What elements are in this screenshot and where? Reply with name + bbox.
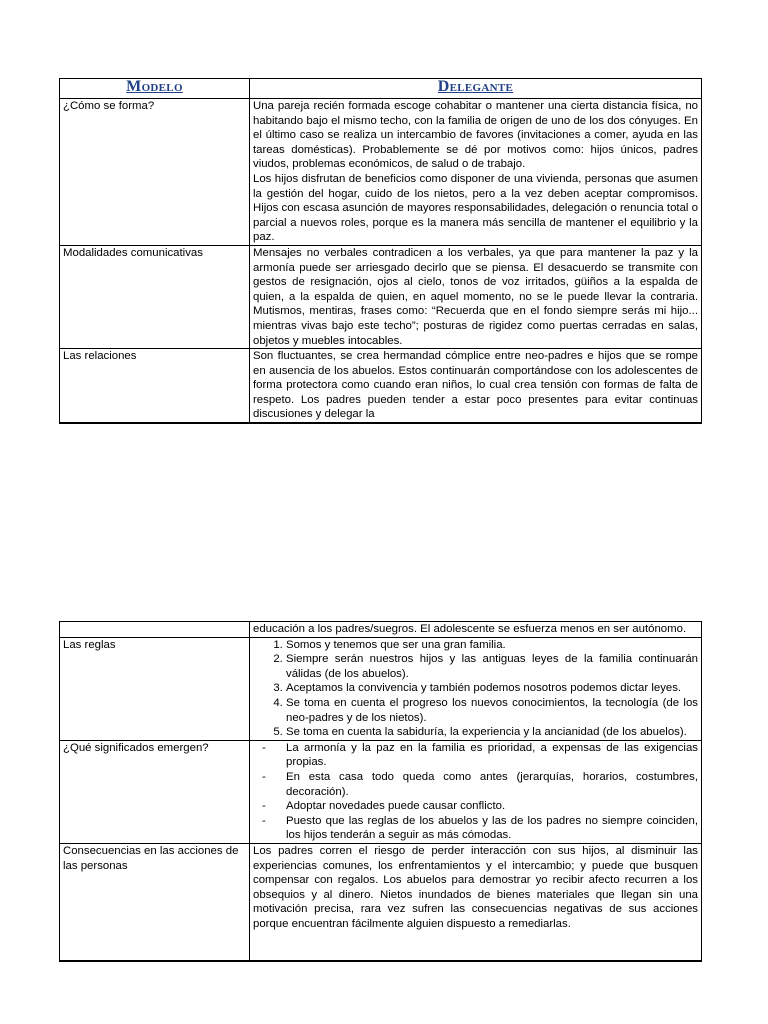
row-content [250,843,702,961]
list-item: 4. Se toma en cuenta el progreso los nuevos conocimientos, la tecnología (de los neo-padres y de los nietos). [286,696,698,725]
list-item [262,770,698,799]
row-paragraph: Los hijos disfrutan de beneficios como disponer de una vivienda, personas que asumen la gestión del hogar, cuido de los nietos, pero a la vez deben aceptar compromisos. Hijos con escasa asunción de mayores responsabilidades, delegación o renuncia total o parcial a nuevos roles, porque es la manera más sencilla de mantener el equilibrio y la paz. [253,172,698,244]
table-row-como-se-forma [60,99,702,246]
table-row-modalidades [60,245,702,348]
dash-bullet: - [262,800,266,813]
row-paragraph: Una pareja recién formada escoge cohabitar o mantener una cierta distancia física, no habitando bajo el mismo techo, con la familia de origen de uno de los dos cónyuges. En el último caso se realiza un intercambio de favores (invitaciones a comer, ayuda en las tareas domésticas). Probablemente se dé por motivos como: hijos únicos, padres viudos, problemas económicos, de salud o de trabajo. [253,100,698,171]
list-item: 5. Se toma en cuenta la sabiduría, la experiencia y la ancianidad (de los abuelos). [286,725,698,740]
table-row-significados [60,740,702,843]
table-row-reglas [60,637,702,740]
table-row-continuation [60,622,702,638]
list-item-text: Puesto que las reglas de los abuelos y las de los padres no siempre coinciden, los hijos tenderán a seguir as más cómodas. [286,814,698,842]
header-cell-model [60,79,250,99]
list-item: 2. Siempre serán nuestros hijos y las antiguas leyes de la familia continuarán válidas (de los abuelos). [286,652,698,681]
row-content [250,637,702,740]
table-row-relaciones [60,349,702,424]
header-model-title: Modelo [126,78,183,95]
row-content [250,245,702,348]
row-label: Las relaciones [60,349,250,424]
row-label: Consecuencias en las acciones de las personas [60,843,250,961]
dash-bullet: - [262,814,266,827]
header-cell-delegante [250,79,702,99]
row-clip [253,349,698,422]
header-delegante-title: Delegante [437,78,514,95]
row-label: ¿Cómo se forma? [60,99,250,246]
row-label [60,622,250,638]
list-item-text: En esta casa todo queda como antes (jerarquías, horarios, costumbres, decoración). [286,770,698,798]
row-label: Las reglas [60,637,250,740]
table-header-row [60,79,702,99]
row-content [250,349,702,424]
row-content: educación a los padres/suegros. El adolescente se esfuerza menos en ser autónomo. [250,622,702,638]
meanings-list [253,741,698,843]
dash-bullet: - [262,770,266,783]
list-item-text: Adoptar novedades puede causar conflicto. [286,800,506,813]
row-content [250,740,702,843]
list-item [262,814,698,843]
row-paragraph: Son fluctuantes, se crea hermandad cómplice entre neo-padres e hijos que se rompe en ausencia de los abuelos. Estos continuarán comportándose con los adolescentes de forma protectora como cuando eran niños, lo cual crea tensión con formas de falta de respeto. Los padres pueden tender a estar poco presentes para evitar continuas discusiones y delegar la [253,350,698,421]
row-text: Los padres corren el riesgo de perder interacción con sus hijos, al disminuir las experiencias comunes, los enfrentamientos y el intercambio; y puede que busquen compensar con regalos. Los abuelos para demostrar yo recibir afecto recurren a los obsequios y al dinero. Nietos inundados de bienes materiales que llegan sin una motivación precisa, rara vez sufren las consecuencias negativas de sus acciones porque encuentran fácilmente alguien dispuesto a remediarlas. [253,844,698,930]
rules-list [253,638,698,740]
model-table-part-1 [59,78,702,424]
list-item [262,741,698,770]
dash-bullet: - [262,741,266,754]
list-item [262,799,698,814]
table-row-consecuencias [60,843,702,961]
row-content [250,99,702,246]
list-item-text: La armonía y la paz en la familia es prioridad, a expensas de las exigencias propias. [286,741,698,769]
model-table-part-2 [59,621,702,962]
list-item: 1. Somos y tenemos que ser una gran familia. [286,638,698,653]
row-paragraph: Mensajes no verbales contradicen a los verbales, ya que para mantener la paz y la armonía puede ser arriesgado decirlo que se piensa. El desacuerdo se transmite con gestos de resignación, ojos al cielo, tonos de voz irritados, güiños a la espalda de quien, a la espalda de quien, en aquel momento, no se le puede llevar la contraria. Mutismos, mentiras, frases como: “Recuerda que en el fondo siempre serás mi hijo... mientras vivas bajo este techo”; posturas de rigidez como puertas cerradas en salas, objetos y muebles intocables. [253,246,698,347]
row-label: Modalidades comunicativas [60,245,250,348]
list-item: 3. Aceptamos la convivencia y también podemos nosotros podemos dictar leyes. [286,681,698,696]
row-label: ¿Qué significados emergen? [60,740,250,843]
